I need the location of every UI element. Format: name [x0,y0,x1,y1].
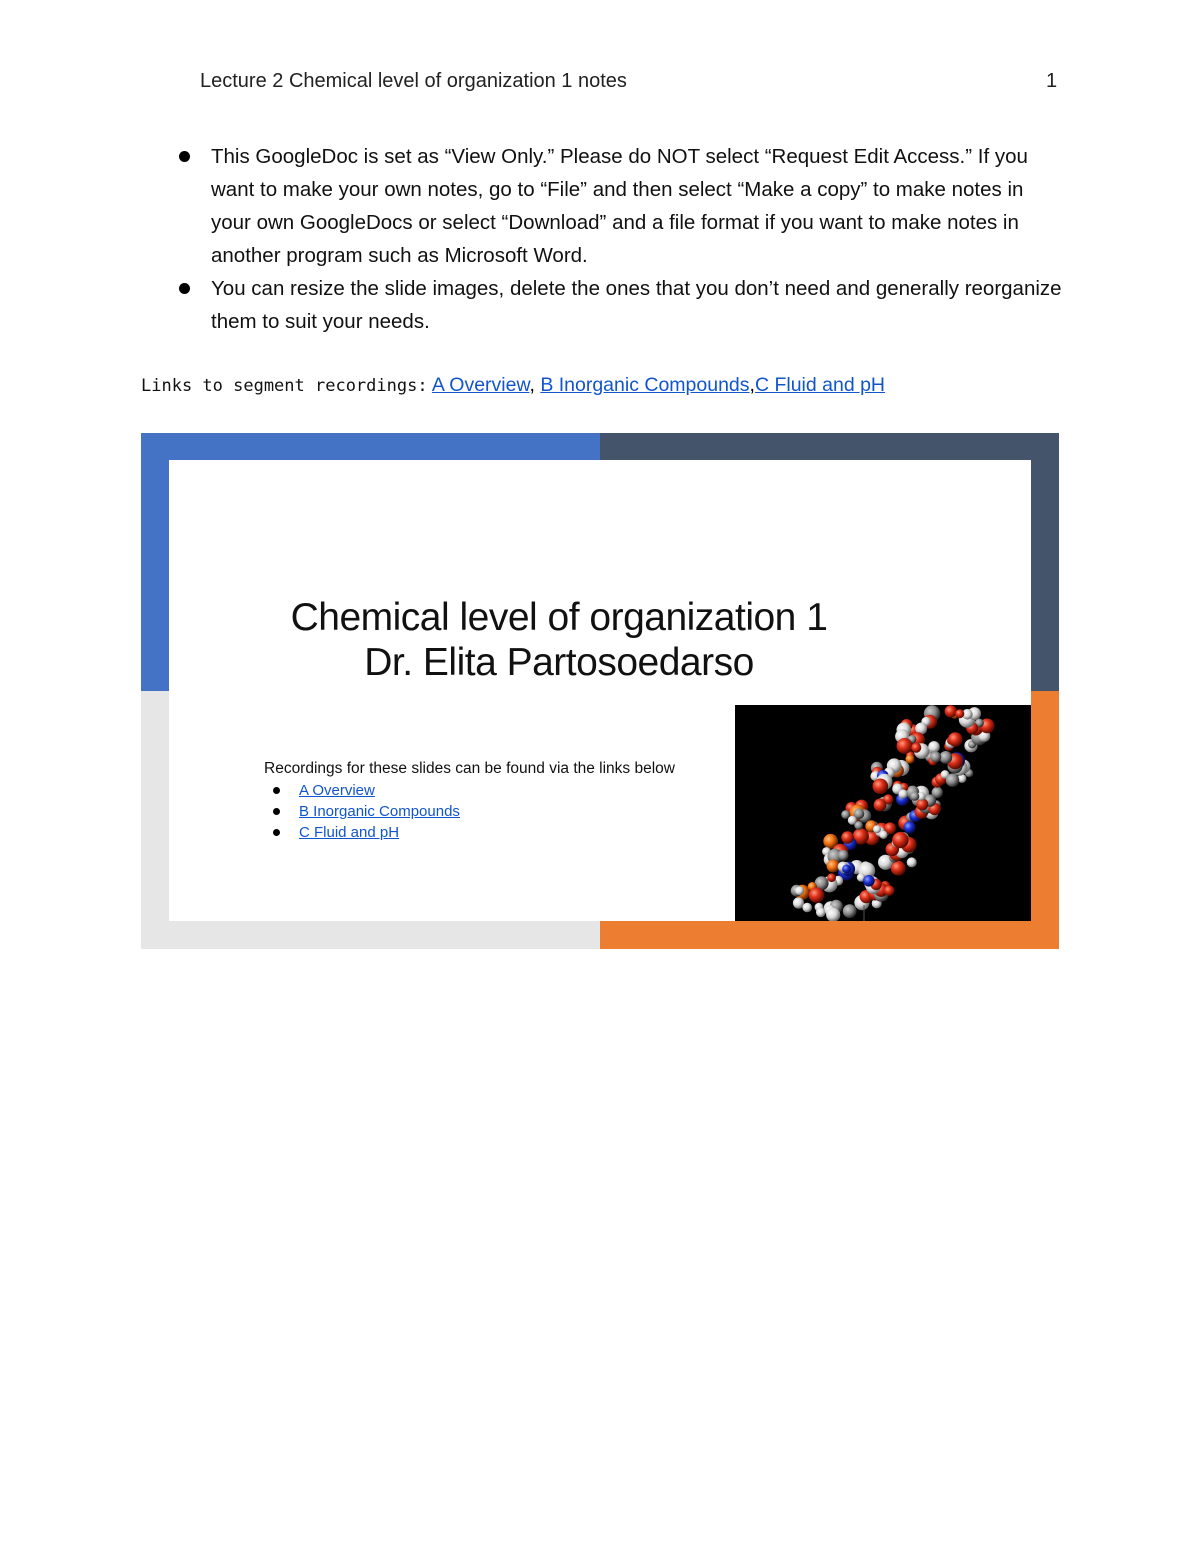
bullet-dot [179,151,190,162]
atom-sphere [907,857,917,867]
atom-sphere [793,897,804,908]
slide-link-a-overview[interactable]: A Overview [299,782,375,799]
atom-sphere [848,816,857,825]
atom-sphere [795,886,804,895]
atom-sphere [948,732,962,746]
slide-link-c-fluid-and-ph[interactable]: C Fluid and pH [299,824,400,841]
bullet-dot [179,283,190,294]
atom-sphere [809,887,824,902]
atom-sphere [899,789,908,798]
atom-sphere [873,825,881,833]
slide-title-line2: Dr. Elita Partosoedarso [364,641,754,684]
link-c-fluid-and-ph[interactable]: C Fluid and pH [754,374,886,396]
segment-links-line: Links to segment recordings: A Overview, B Inorganic Compounds,C Fluid and pH [141,374,886,396]
atom-sphere [911,743,921,753]
atom-sphere [841,831,854,844]
atom-sphere [910,792,919,801]
atom-sphere [945,705,957,717]
slide-title [279,595,839,685]
atom-sphere [928,741,940,753]
dna-molecule-image [735,705,1031,921]
atom-sphere [842,865,851,874]
bullet-dot [273,829,280,836]
links-label: Links to segment recordings: [141,376,428,396]
recordings-links-list [269,780,460,843]
bullet-text: You can resize the slide images, delete the ones that you don’t need and generally reorganize them to suit your needs. [211,277,1062,333]
bullet-text: This GoogleDoc is set as “View Only.” Please do NOT select “Request Edit Access.” If you want to make your own notes, go to “File” and then select “Make a copy” to make notes in your own GoogleDocs or select “Download” and a file format if you want to make notes in another program such as Microsoft Word. [211,145,1028,267]
dna-molecule-icon [735,705,1031,921]
link-b-inorganic-compounds[interactable]: B Inorganic Compounds [540,374,750,396]
slide-content [169,460,1031,921]
recordings-text: Recordings for these slides can be found via the links below [264,760,675,777]
atom-sphere [939,751,952,764]
bullet-dot [273,787,280,794]
slide-link-b-inorganic-compounds[interactable]: B Inorganic Compounds [299,803,460,820]
atom-sphere [892,832,908,848]
list-item [269,822,460,843]
atom-sphere [838,850,849,861]
atom-sphere [827,873,836,882]
page-number: 1 [1046,70,1058,92]
atom-sphere [904,821,916,833]
slide-image [141,433,1059,949]
link-a-overview[interactable]: A Overview [431,374,530,396]
atom-sphere [884,885,894,895]
atom-sphere [930,752,941,763]
page-header-title: Lecture 2 Chemical level of organization 1 notes [200,70,627,92]
atom-sphere [863,875,875,887]
atom-sphere [816,908,826,918]
atom-sphere [891,861,906,876]
bullet-item [176,140,1066,272]
list-item [269,780,460,801]
atom-sphere [843,904,857,918]
slide-title-line1: Chemical level of organization 1 [290,596,828,639]
atom-sphere [879,831,887,839]
atom-sphere [802,903,812,913]
atom-sphere [897,738,913,754]
instruction-bullets [176,140,1066,338]
atom-sphere [874,799,887,812]
atom-sphere [946,774,959,787]
bullet-dot [273,808,280,815]
atom-sphere [955,709,964,718]
bullet-item [176,272,1066,338]
list-item [269,801,460,822]
atom-sphere [873,779,889,795]
